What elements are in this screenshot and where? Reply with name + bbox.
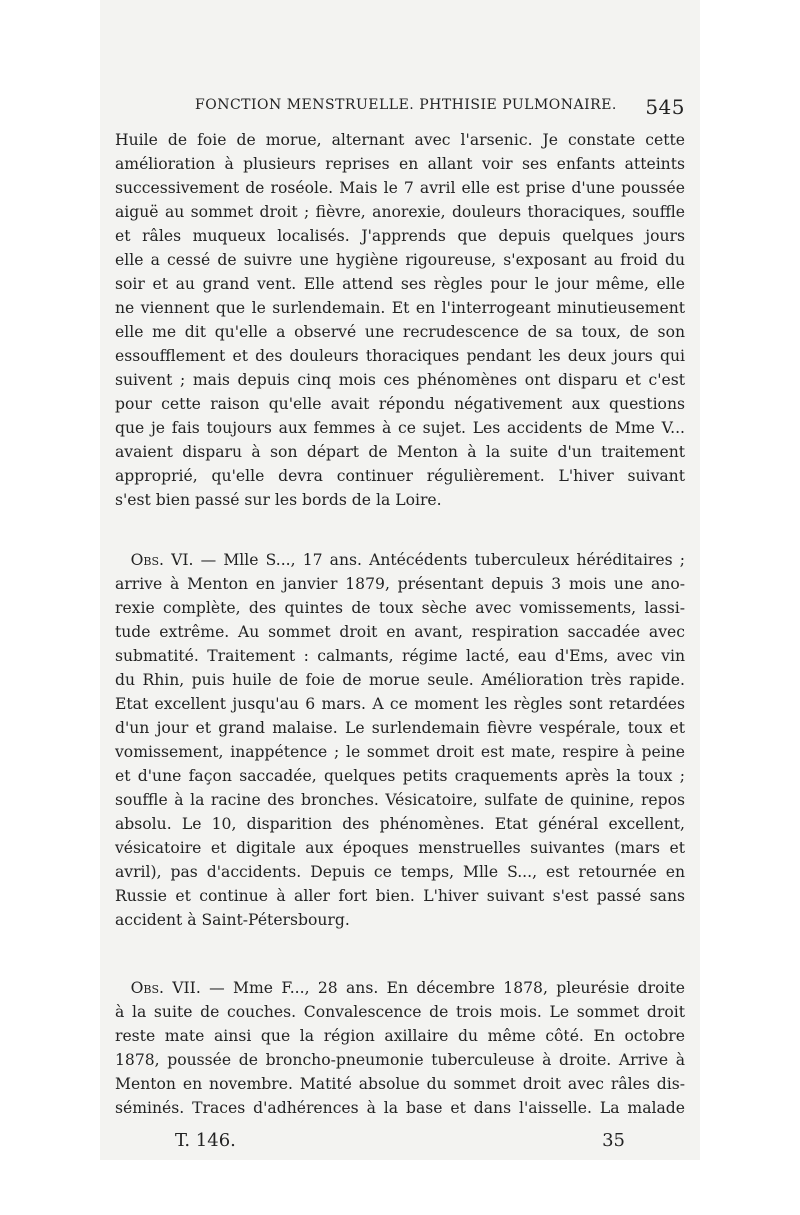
text-line: reste mate ainsi que la région axillaire du même côté. En octobre [115,1027,685,1045]
text-line: avaient disparu à son départ de Menton à la suite d'un traitement [115,443,685,461]
text-line: soir et au grand vent. Elle attend ses règles pour le jour même, elle [115,275,685,293]
text-line: pour cette raison qu'elle avait répondu négativement aux questions [115,395,685,413]
text-line: d'un jour et grand malaise. Le surlendemain fièvre vespérale, toux et [115,719,685,737]
text-line: elle me dit qu'elle a observé une recrudescence de sa toux, de son [115,323,685,341]
text-line: amélioration à plusieurs reprises en allant voir ses enfants atteints [115,155,685,173]
text-line: aiguë au sommet droit ; fièvre, anorexie, douleurs thoraciques, souffle [115,203,685,221]
running-title: FONCTION MENSTRUELLE. PHTHISIE PULMONAIRE. [195,97,617,113]
text-line: 1878, poussée de broncho-pneumonie tuberculeuse à droite. Arrive à [115,1051,685,1069]
text-line: arrive à Menton en janvier 1879, présentant depuis 3 mois une ano- [115,575,685,593]
text-line: et râles muqueux localisés. J'apprends que depuis quelques jours [115,227,685,245]
text-line: tude extrême. Au sommet droit en avant, respiration saccadée avec [115,623,685,641]
text-line: submatité. Traitement : calmants, régime lacté, eau d'Ems, avec vin [115,647,685,665]
text-line: et d'une façon saccadée, quelques petits craquements après la toux ; [115,767,685,785]
text-line: Russie et continue à aller fort bien. L'hiver suivant s'est passé sans [115,887,685,905]
text-line: Menton en novembre. Matité absolue du sommet droit avec râles dis- [115,1075,685,1093]
text-line: vésicatoire et digitale aux époques menstruelles suivantes (mars et [115,839,685,857]
text-line: absolu. Le 10, disparition des phénomènes. Etat général excellent, [115,815,685,833]
paragraph-1 [115,128,685,512]
text-line-content: — Mme F..., 28 ans. En décembre 1878, pleurésie droite [209,979,685,997]
text-line: accident à Saint-Pétersbourg. [115,911,350,929]
text-line [115,976,685,1000]
text-line: souffle à la racine des bronches. Vésicatoire, sulfate de quinine, repos [115,791,685,809]
text-line: ne viennent que le surlendemain. Et en l'interrogeant minutieusement [115,299,685,317]
observation-6 [115,548,685,932]
text-line: avril), pas d'accidents. Depuis ce temps, Mlle S..., est retournée en [115,863,685,881]
text-line: essoufflement et des douleurs thoraciques pendant les deux jours qui [115,347,685,365]
text-line: Etat excellent jusqu'au 6 mars. A ce moment les règles sont retardées [115,695,685,713]
text-line: du Rhin, puis huile de foie de morue seule. Amélioration très rapide. [115,671,685,689]
text-line: Huile de foie de morue, alternant avec l'arsenic. Je constate cette [115,131,685,149]
text-line: rexie complète, des quintes de toux sèche avec vomissements, lassi- [115,599,685,617]
text-line: que je fais toujours aux femmes à ce sujet. Les accidents de Mme V... [115,419,685,437]
observation-label: Obs. VI. [130,551,194,569]
text-line: s'est bien passé sur les bords de la Loire. [115,491,442,509]
text-line-content: — Mlle S..., 17 ans. Antécédents tuberculeux héréditaires ; [200,551,685,569]
text-line: suivent ; mais depuis cinq mois ces phénomènes ont disparu et c'est [115,371,685,389]
text-line: elle a cessé de suivre une hygiène rigoureuse, s'exposant au froid du [115,251,685,269]
text-line: vomissement, inappétence ; le sommet droit est mate, respire à peine [115,743,685,761]
observation-7 [115,976,685,1120]
volume-label: T. 146. [175,1130,236,1151]
observation-label: Obs. VII. [130,979,201,997]
page-number: 545 [645,95,685,119]
text-line: séminés. Traces d'adhérences à la base et dans l'aisselle. La malade [115,1099,685,1117]
text-line: successivement de roséole. Mais le 7 avril elle est prise d'une poussée [115,179,685,197]
text-line: à la suite de couches. Convalescence de trois mois. Le sommet droit [115,1003,685,1021]
text-line [115,548,685,572]
signature-mark: 35 [602,1130,625,1151]
text-line: approprié, qu'elle devra continuer régulièrement. L'hiver suivant [115,467,685,485]
